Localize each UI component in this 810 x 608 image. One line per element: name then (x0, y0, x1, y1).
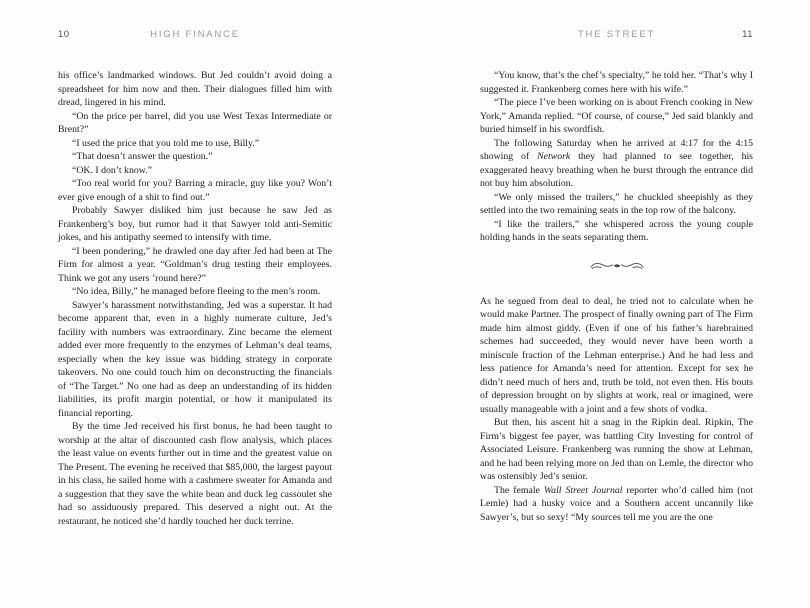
text-segment: But then, his ascent hit a snag in the Ripkin deal. Ripkin, The Firm’s biggest fee payer, was battling City Investing for control of Associated Leisure. Frankenberg was running the show at Lehman, and he had been relying more on Jed than on Lemle, the director who was ostensibly Jed’s senior. (480, 417, 753, 482)
paragraph (58, 150, 332, 164)
text-segment: “On the price per barrel, did you use West Texas Intermediate or Brent?” (58, 110, 332, 135)
paragraph (480, 416, 753, 484)
right-page-text (480, 69, 753, 524)
paragraph (480, 191, 753, 218)
paragraph (58, 245, 332, 286)
paragraph (480, 484, 753, 525)
paragraph (480, 218, 753, 245)
text-segment: The following Saturday when he arrived at 4:17 for the 4:15 showing of (480, 137, 753, 162)
paragraph (480, 96, 753, 137)
right-page-number: 11 (742, 29, 753, 40)
paragraph (58, 420, 332, 528)
text-segment: Probably Sawyer disliked him just because he saw Jed as Frankenberg’s boy, but rumor had it that Sawyer told anti-Semitic jokes, and his antipathy seemed to intensify with time. (58, 205, 332, 243)
text-segment: “We only missed the trailers,” he chuckled sheepishly as they settled into the two remaining seats in the top row of the balcony. (480, 191, 753, 216)
left-page (58, 0, 332, 528)
text-segment: “No idea, Billy,” he managed before fleeing to the men’s room. (72, 286, 321, 297)
right-page (480, 0, 753, 524)
text-segment: By the time Jed received his first bonus, he had been taught to worship at the altar of discounted cash flow analysis, which places the least value on events further out in time and the greatest value on The Present. The evening he received that $85,000, the largest payout in his class, he sailed home with a cashmere sweater for Amanda and a suggestion that they save the white bean and duck leg cassoulet she had so assiduously prepared. This deserved a night out. At the restaurant, he noticed she’d hardly touched her duck terrine. (58, 421, 332, 527)
flourish-ornament-icon (589, 259, 645, 271)
text-segment: “You know, that’s the chef’s specialty,” he told her. “That’s why I suggested it. Frankenberg comes here with his wife.” (480, 70, 753, 95)
section-divider (480, 259, 753, 271)
paragraph (58, 204, 332, 245)
paragraph (58, 285, 332, 299)
paragraph (58, 164, 332, 178)
text-segment: “The piece I’ve been working on is about French cooking in New York,” Amanda replied. “Of course, of course,” Jed said blankly and buried himself in his swordfish. (480, 97, 753, 135)
text-segment: “OK. I don’t know.” (72, 164, 152, 176)
text-segment: “That doesn’t answer the question.” (72, 151, 213, 162)
paragraph (58, 69, 332, 110)
left-running-header-title: HIGH FINANCE (150, 29, 240, 40)
paragraph (58, 110, 332, 137)
text-segment: The female (494, 484, 544, 496)
text-segment: “Too real world for you? Barring a miracle, guy like you? Won’t ever give enough of a shit to find out.” (58, 178, 332, 203)
right-running-head (480, 29, 753, 41)
left-page-number: 10 (58, 29, 70, 40)
right-running-header-title: THE STREET (577, 29, 656, 40)
text-segment: “I been pondering,” he drawled one day after Jed had been at The Firm for almost a year. “Goldman’s drug testing their employees. Think we got any users ’round here?” (58, 245, 332, 284)
text-segment: Sawyer’s harassment notwithstanding, Jed was a superstar. It had become apparent that, even in a highly numerate culture, Jed’s facility with numbers was extraordinary. Zinc became the element added ever more frequently to the enzymes of Lehman’s deal teams, especially when the key issue was bidding strategy in corporate takeovers. No one could touch him on deconstructing the financials of “The Target.” No one had as deep an understanding of its hidden liabilities, its profit margin potential, or how it manipulated its financial reporting. (58, 299, 332, 419)
text-segment: reporter who’d called him (not Lemle) had a husky voice and a Southern accent uncannily like Sawyer’s, but so sexy! “My sources tell me you are the one (480, 484, 753, 523)
text-segment: Wall Street Journal (543, 484, 623, 496)
text-segment: Network (537, 151, 571, 162)
paragraph (58, 177, 332, 204)
paragraph (480, 137, 753, 191)
text-segment: they had planned to see together, his exaggerated heavy breathing when he burst through the entrance did not buy him absolution. (480, 151, 753, 189)
paragraph (58, 299, 332, 421)
paragraph (480, 69, 753, 96)
paragraph (480, 295, 753, 417)
left-running-head (58, 29, 332, 41)
left-page-text (58, 69, 332, 528)
paragraph (58, 137, 332, 151)
text-segment: his office’s landmarked windows. But Jed couldn’t avoid doing a spreadsheet for him now and then. Their dialogues filled him with dread, lingered in his mind. (58, 70, 332, 108)
text-segment: “I like the trailers,” she whispered across the young couple holding hands in the seats separating them. (480, 218, 753, 243)
text-segment: “I used the price that you told me to use, Billy.” (72, 137, 260, 149)
text-segment: As he segued from deal to deal, he tried not to calculate when he would make Partner. The prospect of finally owning part of The Firm made him almost giddy. (Even if one of his father’s harebrained schemes had succeeded, they would never have been worth a miniscule fraction of the Lehman enterprise.) And he had less and less patience for Amanda’s need for attention. Except for sex he didn’t need much of hers and, truth be told, not even then. His bouts of depression brought on by slights at work, real or imagined, were usually manageable with a joint and a few shots of vodka. (480, 295, 753, 415)
